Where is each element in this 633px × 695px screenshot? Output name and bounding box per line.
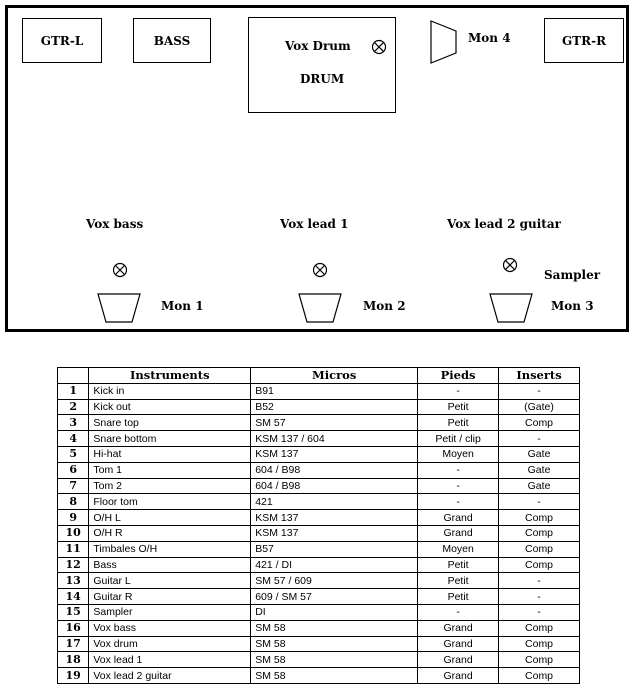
insert-cell: Comp [499, 525, 580, 541]
micro-cell: 604 / B98 [251, 462, 418, 478]
micro-cell: 421 / DI [251, 557, 418, 573]
table-row [58, 557, 580, 573]
micro-cell: SM 58 [251, 620, 418, 636]
pied-cell: Petit [418, 589, 499, 605]
table-row [58, 573, 580, 589]
table-row [58, 383, 580, 399]
insert-cell: - [499, 589, 580, 605]
row-number: 4 [58, 431, 89, 447]
col-header-micros: Micros [251, 368, 418, 384]
col-header-pieds: Pieds [418, 368, 499, 384]
col-header-instruments: Instruments [89, 368, 251, 384]
pied-cell: Moyen [418, 446, 499, 462]
amp-gtr-l [22, 18, 102, 63]
table-row [58, 510, 580, 526]
table-row [58, 399, 580, 415]
drum-label: DRUM [300, 72, 345, 86]
instrument-cell: Guitar R [89, 589, 251, 605]
micro-cell: B52 [251, 399, 418, 415]
pied-cell: Grand [418, 620, 499, 636]
instrument-cell: Floor tom [89, 494, 251, 510]
mon-1-label: Mon 1 [161, 299, 204, 313]
vox-drum-label: Vox Drum [285, 39, 351, 53]
micro-cell: KSM 137 [251, 446, 418, 462]
col-header-number [58, 368, 89, 384]
row-number: 17 [58, 636, 89, 652]
vox-lead-2-mic-icon [502, 257, 518, 273]
table-row [58, 462, 580, 478]
table-row [58, 604, 580, 620]
pied-cell: Petit [418, 415, 499, 431]
micro-cell: KSM 137 / 604 [251, 431, 418, 447]
instrument-cell: O/H L [89, 510, 251, 526]
instrument-cell: Tom 1 [89, 462, 251, 478]
insert-cell: - [499, 494, 580, 510]
pied-cell: - [418, 462, 499, 478]
instrument-cell: Snare bottom [89, 431, 251, 447]
vox-lead-2-label: Vox lead 2 guitar [447, 217, 561, 231]
instrument-cell: Vox bass [89, 620, 251, 636]
vox-lead-1-label: Vox lead 1 [280, 217, 349, 231]
row-number: 3 [58, 415, 89, 431]
table-header-row [58, 368, 580, 384]
mon-3-wedge-icon [489, 293, 533, 323]
row-number: 9 [58, 510, 89, 526]
mon-1-wedge-icon [97, 293, 141, 323]
vox-bass-mic-icon [112, 262, 128, 278]
instrument-cell: Bass [89, 557, 251, 573]
row-number: 6 [58, 462, 89, 478]
instrument-cell: Hi-hat [89, 446, 251, 462]
pied-cell: Grand [418, 510, 499, 526]
insert-cell: - [499, 604, 580, 620]
table-row [58, 431, 580, 447]
pied-cell: Petit [418, 573, 499, 589]
mon-3-label: Mon 3 [551, 299, 594, 313]
amp-bass [133, 18, 211, 63]
insert-cell: Comp [499, 415, 580, 431]
instrument-cell: Tom 2 [89, 478, 251, 494]
instrument-cell: Snare top [89, 415, 251, 431]
row-number: 7 [58, 478, 89, 494]
instrument-cell: O/H R [89, 525, 251, 541]
table-row [58, 446, 580, 462]
pied-cell: Petit [418, 399, 499, 415]
micro-cell: SM 57 / 609 [251, 573, 418, 589]
table-row [58, 525, 580, 541]
insert-cell: (Gate) [499, 399, 580, 415]
insert-cell: Comp [499, 620, 580, 636]
insert-cell: Comp [499, 510, 580, 526]
micro-cell: DI [251, 604, 418, 620]
micro-cell: SM 57 [251, 415, 418, 431]
insert-cell: Comp [499, 636, 580, 652]
insert-cell: - [499, 573, 580, 589]
insert-cell: Gate [499, 446, 580, 462]
instrument-cell: Guitar L [89, 573, 251, 589]
row-number: 10 [58, 525, 89, 541]
micro-cell: B91 [251, 383, 418, 399]
pied-cell: Petit / clip [418, 431, 499, 447]
instrument-cell: Kick in [89, 383, 251, 399]
insert-cell: Comp [499, 557, 580, 573]
insert-cell: Comp [499, 541, 580, 557]
row-number: 1 [58, 383, 89, 399]
insert-cell: - [499, 383, 580, 399]
instrument-cell: Kick out [89, 399, 251, 415]
table-row [58, 620, 580, 636]
row-number: 19 [58, 668, 89, 684]
amp-gtr-r-label: GTR-R [561, 33, 607, 48]
sampler-label: Sampler [544, 268, 601, 282]
micro-cell: 604 / B98 [251, 478, 418, 494]
row-number: 2 [58, 399, 89, 415]
vox-lead-1-mic-icon [312, 262, 328, 278]
row-number: 8 [58, 494, 89, 510]
row-number: 14 [58, 589, 89, 605]
table-row [58, 541, 580, 557]
micro-cell: SM 58 [251, 652, 418, 668]
table-row [58, 415, 580, 431]
amp-bass-label: BASS [153, 33, 191, 48]
table-row [58, 668, 580, 684]
table-row [58, 494, 580, 510]
instrument-cell: Vox lead 2 guitar [89, 668, 251, 684]
table-row [58, 589, 580, 605]
vox-bass-label: Vox bass [86, 217, 144, 231]
amp-gtr-r [544, 18, 624, 63]
row-number: 13 [58, 573, 89, 589]
micro-cell: 421 [251, 494, 418, 510]
mon-2-wedge-icon [298, 293, 342, 323]
instrument-cell: Vox drum [89, 636, 251, 652]
instrument-cell: Sampler [89, 604, 251, 620]
mon-4-label: Mon 4 [468, 31, 511, 45]
stage-plot [5, 5, 629, 332]
input-list-table [57, 367, 580, 684]
pied-cell: Grand [418, 652, 499, 668]
row-number: 15 [58, 604, 89, 620]
instrument-cell: Timbales O/H [89, 541, 251, 557]
mon-4-wedge-icon [430, 20, 458, 64]
pied-cell: Grand [418, 636, 499, 652]
row-number: 18 [58, 652, 89, 668]
instrument-cell: Vox lead 1 [89, 652, 251, 668]
pied-cell: - [418, 383, 499, 399]
micro-cell: SM 58 [251, 668, 418, 684]
insert-cell: Gate [499, 462, 580, 478]
vox-drum-mic-icon [371, 39, 387, 55]
pied-cell: - [418, 494, 499, 510]
insert-cell: - [499, 431, 580, 447]
pied-cell: Grand [418, 668, 499, 684]
micro-cell: 609 / SM 57 [251, 589, 418, 605]
amp-gtr-l-label: GTR-L [40, 33, 84, 48]
micro-cell: KSM 137 [251, 525, 418, 541]
table-row [58, 478, 580, 494]
insert-cell: Gate [499, 478, 580, 494]
micro-cell: B57 [251, 541, 418, 557]
row-number: 16 [58, 620, 89, 636]
col-header-inserts: Inserts [499, 368, 580, 384]
insert-cell: Comp [499, 652, 580, 668]
table-row [58, 636, 580, 652]
pied-cell: Grand [418, 525, 499, 541]
micro-cell: KSM 137 [251, 510, 418, 526]
row-number: 12 [58, 557, 89, 573]
table-body [58, 383, 580, 683]
mon-2-label: Mon 2 [363, 299, 406, 313]
drum-riser [248, 17, 396, 113]
pied-cell: Petit [418, 557, 499, 573]
row-number: 5 [58, 446, 89, 462]
insert-cell: Comp [499, 668, 580, 684]
pied-cell: - [418, 478, 499, 494]
row-number: 11 [58, 541, 89, 557]
pied-cell: - [418, 604, 499, 620]
pied-cell: Moyen [418, 541, 499, 557]
micro-cell: SM 58 [251, 636, 418, 652]
table-row [58, 652, 580, 668]
